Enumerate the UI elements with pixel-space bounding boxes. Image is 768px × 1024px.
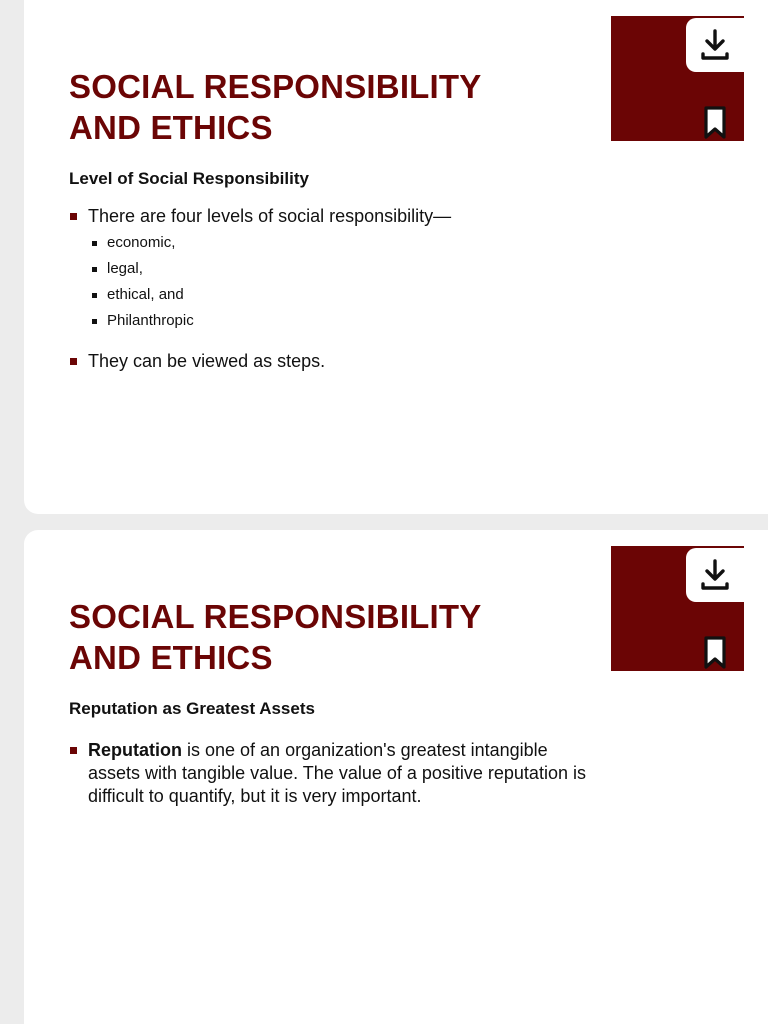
bookmark-icon xyxy=(700,104,730,142)
slide-title xyxy=(69,596,481,678)
slide-title-line: SOCIAL RESPONSIBILITY xyxy=(69,598,482,635)
slide-title-line: SOCIAL RESPONSIBILITY xyxy=(69,68,482,105)
bullet-list xyxy=(69,205,451,372)
slide-subtitle: Reputation as Greatest Assets xyxy=(69,699,315,718)
sub-bullet-item: legal, xyxy=(88,256,451,282)
bookmark-button[interactable] xyxy=(686,626,744,680)
sub-bullet-list xyxy=(88,230,451,334)
slide-subtitle: Level of Social Responsibility xyxy=(69,169,309,188)
slide-title xyxy=(69,66,481,148)
bullet-item xyxy=(69,739,588,808)
slide-title-line: AND ETHICS xyxy=(69,109,273,146)
bullet-list xyxy=(69,739,588,808)
sub-bullet-item: Philanthropic xyxy=(88,308,451,334)
slide-card-1[interactable] xyxy=(24,0,768,514)
sub-bullet-item: ethical, and xyxy=(88,282,451,308)
download-icon xyxy=(696,556,734,594)
bullet-item xyxy=(69,205,451,334)
bookmark-button[interactable] xyxy=(686,96,744,150)
bullet-text: They can be viewed as steps. xyxy=(88,351,326,371)
download-icon xyxy=(696,26,734,64)
download-button[interactable] xyxy=(686,548,744,602)
slide-card-2[interactable] xyxy=(24,530,768,1024)
sub-bullet-item: economic, xyxy=(88,230,451,256)
bullet-text: is one of an organization's greatest intangible assets with tangible value. The value of a positive reputation is difficult to quantify, but it is very important. xyxy=(88,740,586,806)
bullet-item xyxy=(69,350,451,372)
bookmark-icon xyxy=(700,634,730,672)
bullet-text: There are four levels of social responsibility— xyxy=(88,206,452,226)
slide-title-line: AND ETHICS xyxy=(69,639,273,676)
download-button[interactable] xyxy=(686,18,744,72)
bullet-bold-term: Reputation xyxy=(88,740,182,760)
